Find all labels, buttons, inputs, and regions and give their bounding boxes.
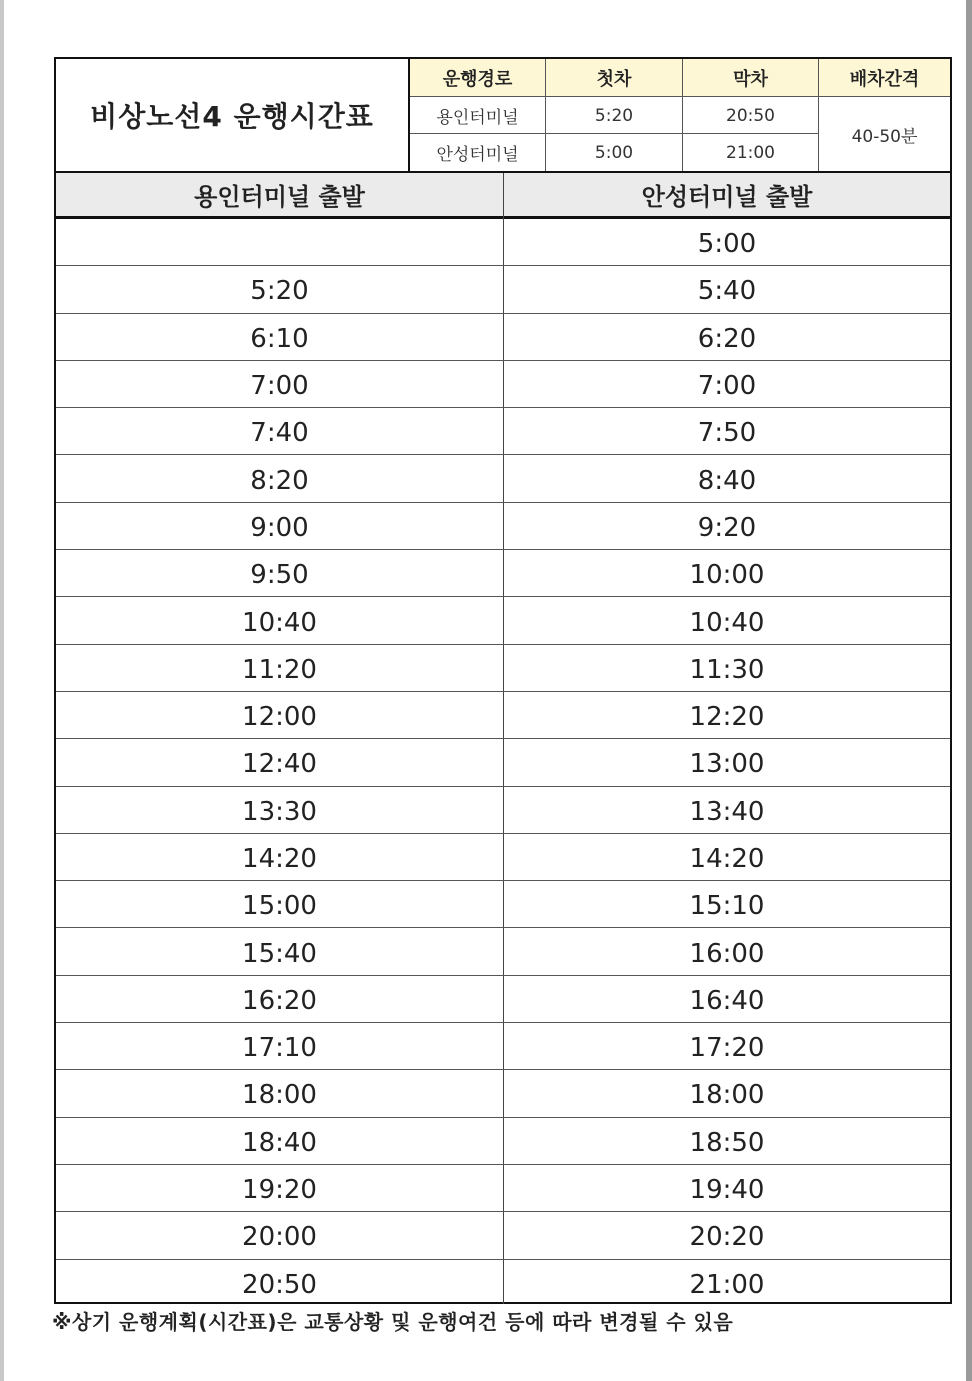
- table-row: [56, 834, 950, 881]
- column-header-yongin: 용인터미널 출발: [194, 183, 365, 211]
- yongin-departure-time: 13:30: [242, 796, 317, 827]
- table-row: [56, 1260, 950, 1307]
- page-edge-right: [966, 0, 972, 1381]
- timetable-title: 비상노선4 운행시간표: [56, 59, 410, 171]
- table-row: [56, 408, 950, 455]
- yongin-departure-time: 19:20: [242, 1175, 317, 1206]
- page-edge-left: [0, 0, 4, 1381]
- yongin-departure-time: 20:00: [242, 1222, 317, 1253]
- table-row: [56, 597, 950, 644]
- yongin-departure-time: 8:20: [250, 465, 309, 496]
- summary-divider: [818, 59, 819, 171]
- yongin-departure-time: 7:00: [250, 371, 309, 402]
- anseong-departure-time: 9:20: [697, 512, 757, 543]
- yongin-departure-time: 15:00: [242, 891, 317, 922]
- anseong-departure-time: 7:50: [697, 418, 757, 449]
- anseong-departure-time: 13:00: [689, 749, 765, 780]
- anseong-departure-time: 11:30: [689, 654, 765, 685]
- yongin-departure-time: 14:20: [242, 844, 317, 874]
- table-row: [56, 1165, 950, 1212]
- anseong-departure-time: 8:40: [697, 465, 757, 496]
- yongin-departure-time: 20:50: [242, 1270, 317, 1301]
- anseong-departure-time: 16:40: [689, 985, 765, 1016]
- anseong-departure-time: 7:00: [697, 371, 757, 402]
- summary-route-2-name: 안성터미널: [436, 145, 519, 165]
- summary-divider: [410, 133, 818, 134]
- table-row: [56, 739, 950, 786]
- summary-route-1-name: 용인터미널: [436, 108, 519, 128]
- anseong-departure-time: 15:10: [689, 891, 765, 922]
- summary-route-2-first: 5:00: [594, 142, 634, 163]
- route-summary-table: [410, 59, 950, 171]
- anseong-departure-time: 21:00: [689, 1270, 765, 1301]
- yongin-departure-time: 9:00: [250, 512, 309, 543]
- table-row: [56, 219, 950, 266]
- table-row: [56, 692, 950, 739]
- summary-divider: [410, 96, 950, 97]
- yongin-departure-time: 12:00: [242, 702, 317, 733]
- yongin-departure-time: [56, 219, 503, 265]
- anseong-departure-time: 5:00: [697, 229, 757, 260]
- anseong-departure-time: 6:20: [697, 323, 757, 354]
- yongin-departure-time: 10:40: [242, 607, 317, 638]
- timetable-rows: [56, 219, 950, 1307]
- table-row: [56, 1118, 950, 1165]
- yongin-departure-time: 16:20: [242, 985, 317, 1016]
- summary-header-last: 막차: [683, 59, 818, 96]
- yongin-departure-time: 9:50: [250, 560, 309, 591]
- anseong-departure-time: 12:20: [689, 702, 765, 733]
- table-row: [56, 361, 950, 408]
- summary-header-route: 운행경로: [410, 59, 545, 96]
- summary-header-first: 첫차: [546, 59, 682, 96]
- anseong-departure-time: 5:40: [697, 276, 757, 307]
- table-row: [56, 1023, 950, 1070]
- anseong-departure-time: 19:40: [689, 1175, 765, 1206]
- summary-divider: [682, 59, 683, 171]
- anseong-departure-time: 18:50: [689, 1127, 765, 1158]
- anseong-departure-time: 16:00: [689, 938, 765, 969]
- yongin-departure-time: 6:10: [250, 323, 309, 354]
- anseong-departure-time: 10:00: [689, 560, 765, 591]
- yongin-departure-time: 11:20: [242, 654, 317, 685]
- summary-divider: [545, 59, 546, 171]
- table-row: [56, 503, 950, 550]
- table-row: [56, 928, 950, 975]
- anseong-departure-time: 20:20: [689, 1222, 765, 1253]
- summary-route-2-last: 21:00: [726, 142, 775, 163]
- table-row: [56, 976, 950, 1023]
- summary-header-interval: 배차간격: [819, 59, 950, 96]
- table-row: [56, 314, 950, 361]
- table-row: [56, 455, 950, 502]
- table-row: [56, 1070, 950, 1117]
- anseong-departure-time: 10:40: [689, 607, 765, 638]
- table-row: [56, 787, 950, 834]
- table-row: [56, 550, 950, 597]
- summary-route-1-last: 20:50: [726, 105, 775, 126]
- column-header-anseong: 안성터미널 출발: [641, 183, 813, 211]
- summary-interval-value: 40-50분: [851, 126, 918, 147]
- yongin-departure-time: 12:40: [242, 749, 317, 780]
- yongin-departure-time: 18:00: [242, 1080, 317, 1111]
- yongin-departure-time: 18:40: [242, 1127, 317, 1158]
- footnote: ※상기 운행계획(시간표)은 교통상황 및 운행여건 등에 따라 변경될 수 있음: [52, 1310, 734, 1334]
- anseong-departure-time: 17:20: [689, 1033, 765, 1064]
- table-row: [56, 645, 950, 692]
- table-row: [56, 1212, 950, 1259]
- timetable-header: [56, 59, 950, 173]
- anseong-departure-time: 14:20: [689, 844, 765, 874]
- table-row: [56, 266, 950, 313]
- table-row: [56, 881, 950, 928]
- timetable-sheet: [54, 57, 952, 1304]
- yongin-departure-time: 15:40: [242, 938, 317, 969]
- anseong-departure-time: 18:00: [689, 1080, 765, 1111]
- summary-route-1-first: 5:20: [594, 105, 634, 126]
- anseong-departure-time: 13:40: [689, 796, 765, 827]
- yongin-departure-time: 7:40: [250, 418, 309, 449]
- yongin-departure-time: 17:10: [242, 1033, 317, 1064]
- yongin-departure-time: 5:20: [250, 276, 309, 307]
